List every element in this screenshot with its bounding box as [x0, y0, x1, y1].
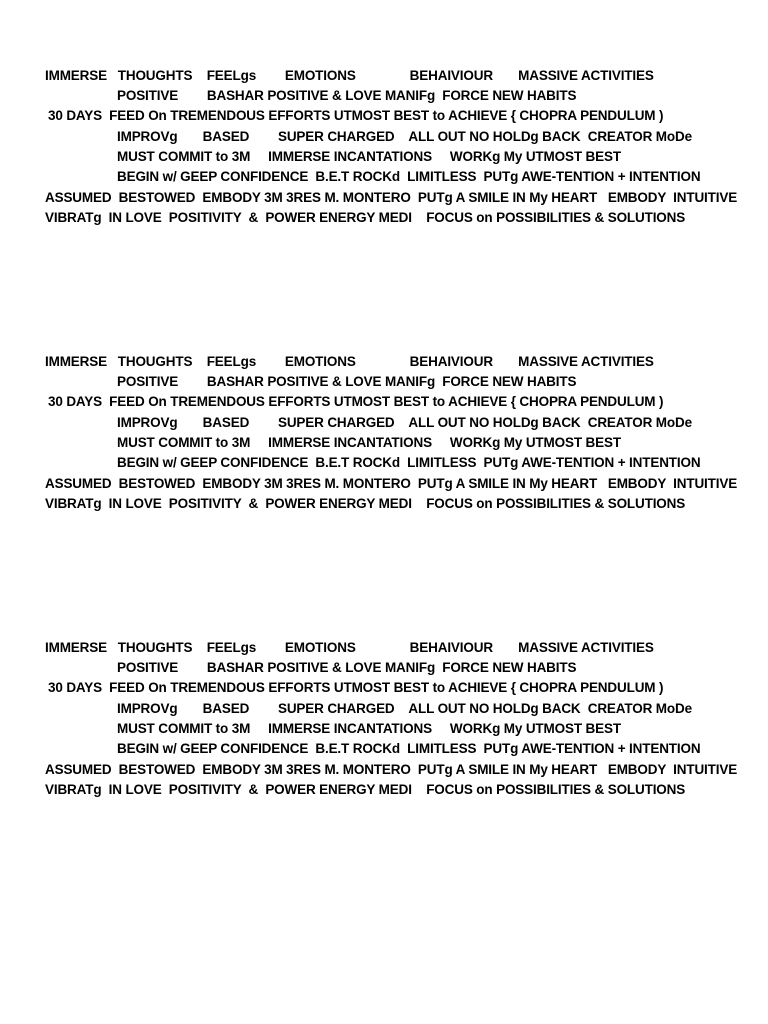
text-line: VIBRATg IN LOVE POSITIVITY & POWER ENERGY MEDI FOCUS on POSSIBILITIES & SOLUTIONS	[45, 496, 686, 511]
text-line: ASSUMED BESTOWED EMBODY 3M 3RES M. MONTERO PUTg A SMILE IN My HEART EMBODY INTUITIVE	[45, 476, 738, 491]
text-line: MUST COMMIT to 3M IMMERSE INCANTATIONS WORKg My UTMOST BEST	[117, 149, 621, 164]
text-line: MUST COMMIT to 3M IMMERSE INCANTATIONS WORKg My UTMOST BEST	[117, 721, 621, 736]
text-line: IMMERSE THOUGHTS FEELgs EMOTIONS BEHAIVIOUR MASSIVE ACTIVITIES	[45, 640, 654, 655]
text-line: 30 DAYS FEED On TREMENDOUS EFFORTS UTMOST BEST to ACHIEVE { CHOPRA PENDULUM )	[48, 680, 664, 695]
text-line: IMPROVg BASED SUPER CHARGED ALL OUT NO HOLDg BACK CREATOR MoDe	[117, 415, 692, 430]
text-line: IMPROVg BASED SUPER CHARGED ALL OUT NO HOLDg BACK CREATOR MoDe	[117, 129, 692, 144]
text-line: POSITIVE BASHAR POSITIVE & LOVE MANIFg FORCE NEW HABITS	[117, 88, 577, 103]
text-line: 30 DAYS FEED On TREMENDOUS EFFORTS UTMOST BEST to ACHIEVE { CHOPRA PENDULUM )	[48, 108, 664, 123]
text-line: VIBRATg IN LOVE POSITIVITY & POWER ENERGY MEDI FOCUS on POSSIBILITIES & SOLUTIONS	[45, 782, 686, 797]
text-line: MUST COMMIT to 3M IMMERSE INCANTATIONS WORKg My UTMOST BEST	[117, 435, 621, 450]
text-block-2	[0, 352, 768, 522]
text-block-3	[0, 638, 768, 808]
text-line: BEGIN w/ GEEP CONFIDENCE B.E.T ROCKd LIMITLESS PUTg AWE-TENTION + INTENTION	[117, 455, 701, 470]
text-line: BEGIN w/ GEEP CONFIDENCE B.E.T ROCKd LIMITLESS PUTg AWE-TENTION + INTENTION	[117, 169, 701, 184]
text-line: BEGIN w/ GEEP CONFIDENCE B.E.T ROCKd LIMITLESS PUTg AWE-TENTION + INTENTION	[117, 741, 701, 756]
text-block-1	[0, 66, 768, 236]
text-line: ASSUMED BESTOWED EMBODY 3M 3RES M. MONTERO PUTg A SMILE IN My HEART EMBODY INTUITIVE	[45, 190, 738, 205]
text-line: VIBRATg IN LOVE POSITIVITY & POWER ENERGY MEDI FOCUS on POSSIBILITIES & SOLUTIONS	[45, 210, 686, 225]
text-line: IMMERSE THOUGHTS FEELgs EMOTIONS BEHAIVIOUR MASSIVE ACTIVITIES	[45, 68, 654, 83]
text-line: ASSUMED BESTOWED EMBODY 3M 3RES M. MONTERO PUTg A SMILE IN My HEART EMBODY INTUITIVE	[45, 762, 738, 777]
text-line: POSITIVE BASHAR POSITIVE & LOVE MANIFg FORCE NEW HABITS	[117, 660, 577, 675]
text-line: POSITIVE BASHAR POSITIVE & LOVE MANIFg FORCE NEW HABITS	[117, 374, 577, 389]
text-line: IMPROVg BASED SUPER CHARGED ALL OUT NO HOLDg BACK CREATOR MoDe	[117, 701, 692, 716]
text-line: IMMERSE THOUGHTS FEELgs EMOTIONS BEHAIVIOUR MASSIVE ACTIVITIES	[45, 354, 654, 369]
text-line: 30 DAYS FEED On TREMENDOUS EFFORTS UTMOST BEST to ACHIEVE { CHOPRA PENDULUM )	[48, 394, 664, 409]
